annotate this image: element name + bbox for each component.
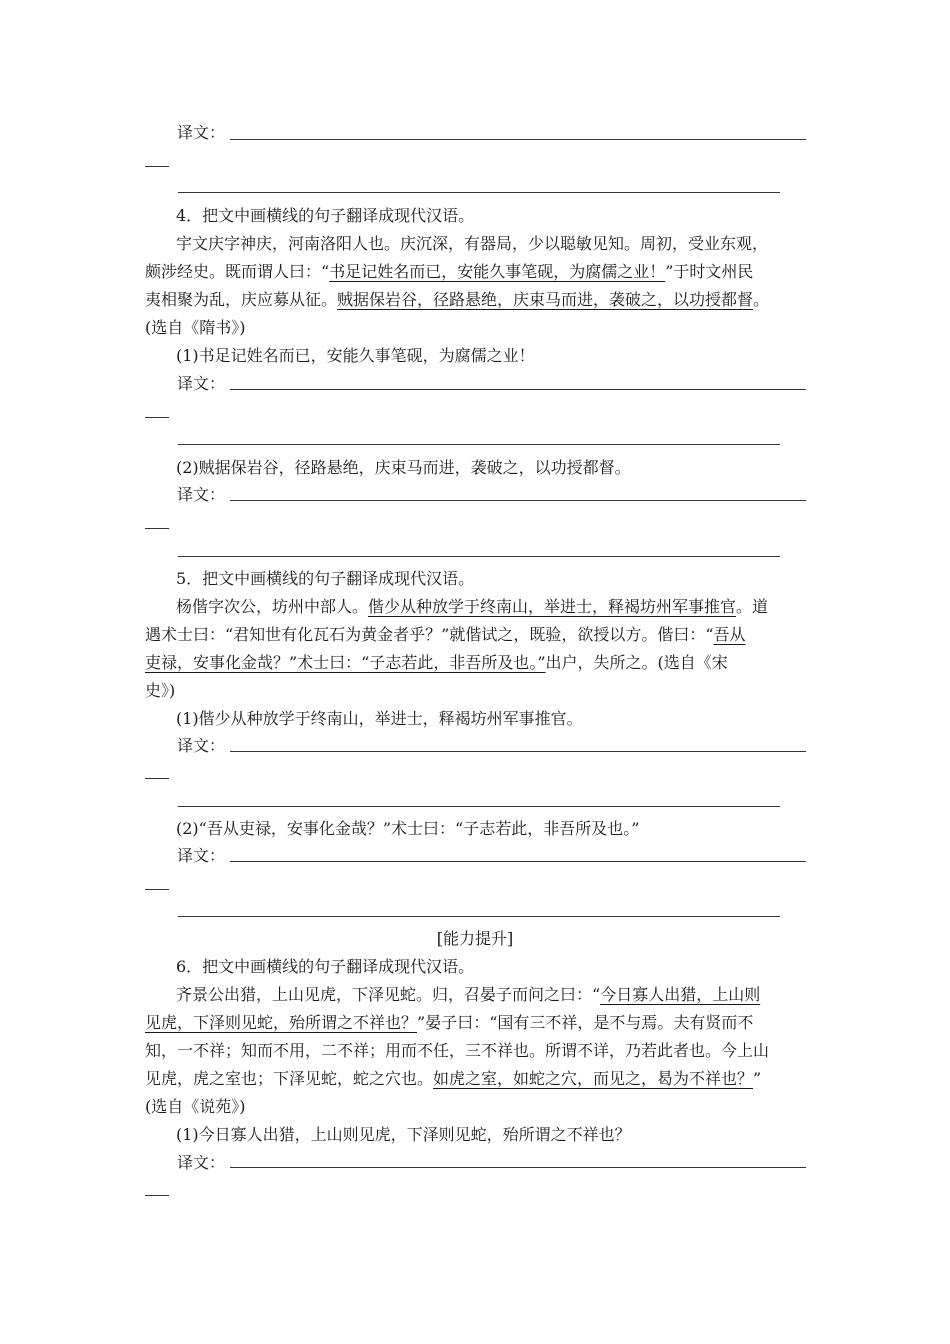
- passage-line: 知，一不祥；知而不用，二不祥；用而不任，三不祥也。所谓不详，乃若此者也。今上山: [145, 1041, 770, 1060]
- passage-line: 杨偕字次公，坊州中部人。偕少从种放学于终南山，举进士，释褐坊州军事推官。道: [176, 597, 769, 616]
- sentence-2: (2)“吾从吏禄，安事化金哉？”术士曰：“子志若此，非吾所及也。”: [176, 819, 640, 838]
- underlined-sentence: 贼据保岩谷，径路悬绝，庆束马而进，袭破之，以功授都督: [337, 290, 754, 309]
- sentence-1: (1)今日寡人出猎，上山则见虎，下泽则见蛇，殆所谓之不祥也？: [176, 1125, 631, 1144]
- passage-line: 吏禄，安事化金哉？”术士曰：“子志若此，非吾所及也。”出户，失所之。(选自《宋: [145, 653, 728, 672]
- answer-line: [230, 751, 806, 752]
- answer-line: [178, 556, 780, 557]
- answer-line-stub: [145, 778, 169, 779]
- underlined-sentence: 吏禄，安事化金哉？”术士曰：“子志若此，非吾所及也。”: [145, 653, 546, 672]
- section-title: [能力提升]: [436, 929, 514, 948]
- passage-source: (选自《说苑》): [145, 1097, 246, 1116]
- question-5-title: 5．把文中画横线的句子翻译成现代汉语。: [176, 569, 475, 588]
- passage-source: 史》): [145, 681, 176, 700]
- sentence-1: (1)书足记姓名而已，安能久事笔砚，为腐儒之业！: [176, 346, 535, 365]
- answer-line-stub: [145, 889, 169, 890]
- translation-label: 译文：: [177, 123, 226, 142]
- answer-line: [230, 861, 806, 862]
- translation-label: 译文：: [177, 374, 226, 393]
- passage-source: (选自《隋书》): [145, 318, 246, 337]
- answer-line-stub: [145, 528, 169, 529]
- translation-label: 译文：: [177, 736, 226, 755]
- passage-line: 颇涉经史。既而谓人曰：“书足记姓名而已，安能久事笔砚，为腐儒之业！”于时文州民: [145, 262, 754, 281]
- answer-line: [230, 389, 806, 390]
- answer-line: [230, 500, 806, 501]
- translation-label: 译文：: [177, 485, 226, 504]
- passage-line: 宇文庆字神庆，河南洛阳人也。庆沉深，有器局，少以聪敏见知。周初，受业东观，: [176, 234, 769, 253]
- passage-line: 遇术士曰：“君知世有化瓦石为黄金者乎？”就偕试之，既验，欲授以方。偕曰：“吾从: [145, 625, 746, 644]
- passage-line: 齐景公出猎，上山见虎，下泽见蛇。归，召晏子而问之曰：“今日寡人出猎，上山则: [176, 985, 761, 1004]
- answer-line: [178, 916, 780, 917]
- translation-label: 译文：: [177, 846, 226, 865]
- answer-line: [178, 444, 780, 445]
- sentence-2: (2)贼据保岩谷，径路悬绝，庆束马而进，袭破之，以功授都督。: [176, 458, 631, 477]
- passage-line: 夷相聚为乱，庆应募从征。贼据保岩谷，径路悬绝，庆束马而进，袭破之，以功授都督。: [145, 290, 770, 309]
- underlined-sentence: 今日寡人出猎，上山则: [600, 985, 761, 1004]
- translation-label: 译文：: [177, 1153, 226, 1172]
- answer-line: [178, 806, 780, 807]
- answer-line: [230, 1167, 806, 1168]
- sentence-1: (1)偕少从种放学于终南山，举进士，释褐坊州军事推官。: [176, 709, 583, 728]
- answer-line: [230, 139, 806, 140]
- underlined-sentence: 吾从: [713, 625, 746, 644]
- answer-line: [178, 192, 780, 193]
- underlined-sentence: 见虎，下泽则见蛇，殆所谓之不祥也？: [145, 1013, 418, 1032]
- passage-line: 见虎，下泽则见蛇，殆所谓之不祥也？”晏子曰：“国有三不祥，是不与焉。夫有贤而不: [145, 1013, 754, 1032]
- question-6-title: 6．把文中画横线的句子翻译成现代汉语。: [176, 957, 475, 976]
- passage-line: 见虎，虎之室也；下泽见蛇，蛇之穴也。如虎之室，如蛇之穴，而见之，曷为不祥也？”: [145, 1069, 762, 1088]
- underlined-sentence: 如虎之室，如蛇之穴，而见之，曷为不祥也？: [433, 1069, 754, 1088]
- answer-line-stub: [145, 166, 169, 167]
- underlined-sentence: 偕少从种放学于终南山，举进士，释褐坊州军事推官: [368, 597, 737, 616]
- answer-line-stub: [145, 1195, 169, 1196]
- answer-line-stub: [145, 417, 169, 418]
- question-4-title: 4．把文中画横线的句子翻译成现代汉语。: [176, 206, 475, 225]
- underlined-sentence: 书足记姓名而已，安能久事笔砚，为腐儒之业！: [329, 262, 666, 281]
